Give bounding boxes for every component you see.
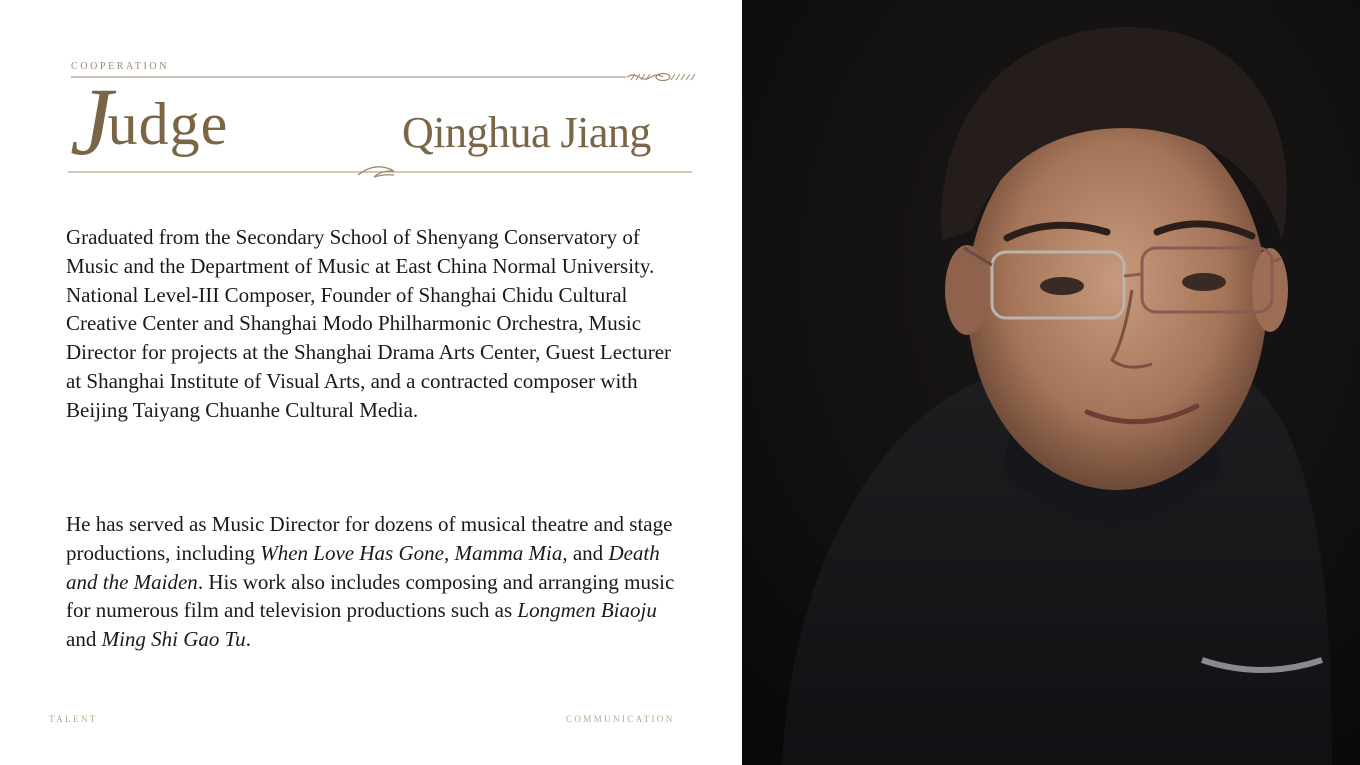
work-title: Death and the Maiden [66, 540, 660, 594]
work-title: Ming Shi Gao Tu [101, 627, 246, 652]
work-title: When Love Has Gone [260, 540, 444, 565]
role-title [70, 68, 229, 175]
bottom-ornament-rule [66, 164, 694, 180]
bio-text: He has served as Music Director for dozens of musical theatre and stage productions, including [66, 512, 673, 565]
work-title: Longmen Biaoju [517, 598, 657, 623]
judge-name: Qinghua Jiang [402, 108, 651, 157]
bio-text: , [443, 540, 455, 565]
work-title: Mamma Mia [454, 540, 563, 565]
bio-text: and [66, 627, 102, 652]
portrait-illustration [742, 0, 1360, 765]
footer-label-right: COMMUNICATION [566, 714, 675, 724]
bio-text: . His work also includes composing and arranging music for numerous film and television productions such as [66, 569, 675, 623]
bio-paragraph-1: Graduated from the Secondary School of Shenyang Conservatory of Music and the Department of Music at East China Normal University. National Level-III Composer, Founder of Shanghai Chidu Cultural Creative Center and Shanghai Modo Philharmonic Orchestra, Music Director for projects at the Shanghai Drama Arts Center, Guest Lecturer at Shanghai Institute of Visual Arts, and a contracted composer with Beijing Taiyang Chuanhe Cultural Media. [66, 225, 672, 422]
role-title-rest: udge [107, 91, 229, 157]
bio-paragraph-2 [66, 510, 686, 654]
bio-text: . [245, 627, 251, 652]
bio-text: , and [562, 540, 609, 565]
portrait-photo [742, 0, 1360, 765]
section-label: COOPERATION [71, 61, 170, 72]
role-title-initial: J [70, 68, 114, 175]
footer-label-left: TALENT [49, 714, 98, 724]
